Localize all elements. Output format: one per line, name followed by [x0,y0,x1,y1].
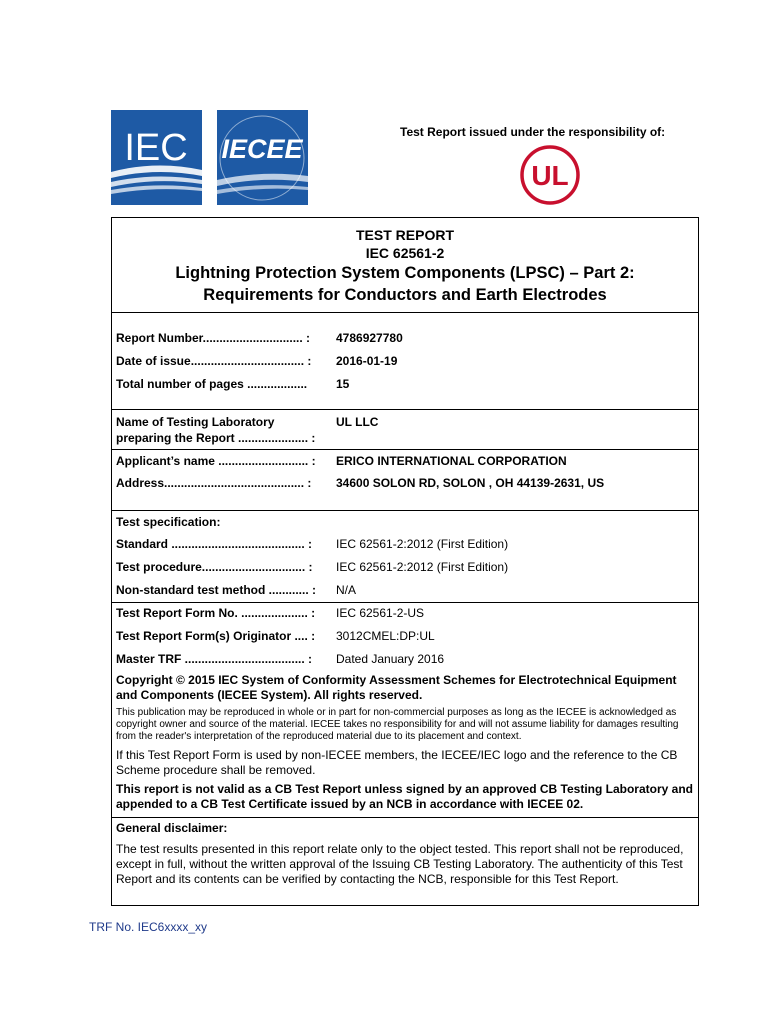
master-trf-label: Master TRF .................................... : [116,652,313,666]
disclaimer-text: The test results presented in this report relate only to the object tested. This report shall not be reproduced, except in full, without the written approval of the Issuing CB Testing Laboratory. The authenticity of this Test Report and its contents can be verified by contacting the NCB, responsible for this Test Report. [116,842,684,886]
validity-notice: This report is not valid as a CB Test Report unless signed by an approved CB Testing Laboratory and appended to a CB Test Certificate issued by an NCB in accordance with IECEE 02. [116,782,693,811]
applicant-address: 34600 SOLON RD, SOLON , OH 44139-2631, US [336,476,605,490]
divider [112,409,698,410]
applicant-name-label: Applicant’s name ........................... : [116,454,316,468]
divider [112,312,698,313]
lab-label-line1: Name of Testing Laboratory [116,415,275,429]
total-pages: 15 [336,377,350,391]
issued-by-label: Test Report issued under the responsibility of: [400,125,666,139]
divider [112,449,698,450]
non-member-notice: If this Test Report Form is used by non-IECEE members, the IECEE/IEC logo and the reference to the CB Scheme procedure shall be removed. [116,748,678,777]
iec-logo [111,110,202,205]
trf-footer: TRF No. IEC6xxxx_xy [89,920,208,934]
test-procedure-value: IEC 62561-2:2012 (First Edition) [336,560,509,574]
iecee-logo-text: IECEE [221,134,303,164]
form-number: IEC 62561-2-US [336,606,425,620]
non-standard-method-value: N/A [336,583,357,597]
divider [112,510,698,511]
report-title [112,262,698,306]
disclaimer-heading: General disclaimer: [116,821,228,835]
standard-value: IEC 62561-2:2012 (First Edition) [336,537,509,551]
ul-logo [519,144,581,206]
iec-logo-text: IEC [124,127,188,169]
divider [112,817,698,818]
report-number: 4786927780 [336,331,403,345]
form-number-label: Test Report Form No. .................... : [116,606,316,620]
applicant-name: ERICO INTERNATIONAL CORPORATION [336,454,567,468]
iecee-logo [217,110,308,205]
report-frame [111,217,699,906]
date-of-issue: 2016-01-19 [336,354,398,368]
total-pages-label: Total number of pages .................. [116,377,308,391]
copyright-heading: Copyright © 2015 IEC System of Conformity Assessment Schemes for Electrotechnical Equipment and Components (IECEE System). All rights reserved. [116,673,677,702]
lab-label-line2: preparing the Report ..................... : [116,431,316,445]
lab-name: UL LLC [336,415,379,429]
test-spec-heading: Test specification: [116,515,221,529]
non-standard-method-label: Non-standard test method ............ : [116,583,317,597]
date-of-issue-label: Date of issue.................................. : [116,354,312,368]
divider [112,602,698,603]
form-originator-label: Test Report Form(s) Originator .... : [116,629,316,643]
report-standard: IEC 62561-2 [365,245,445,261]
report-type: TEST REPORT [355,227,454,243]
master-trf: Dated January 2016 [336,652,445,666]
ul-logo-text: UL [531,160,569,191]
reproduction-notice: This publication may be reproduced in whole or in part for non-commercial purposes as long as the IECEE is acknowledged as copyright owner and source of the material. IECEE takes no responsibility for and will not assume liability for damages resulting from the reader's interpretation of the reproduced material due to its placement and context. [116,707,679,742]
test-procedure-label: Test procedure............................... : [116,560,313,574]
report-title-line2: Requirements for Conductors and Earth Electrodes [203,286,607,304]
address-label: Address.......................................... : [116,476,312,490]
report-title-line1: Lightning Protection System Components (LPSC) – Part 2: [175,264,635,282]
report-number-label: Report Number.............................. : [116,331,311,345]
standard-label: Standard ........................................ : [116,537,313,551]
form-originator: 3012CMEL:DP:UL [336,629,435,643]
